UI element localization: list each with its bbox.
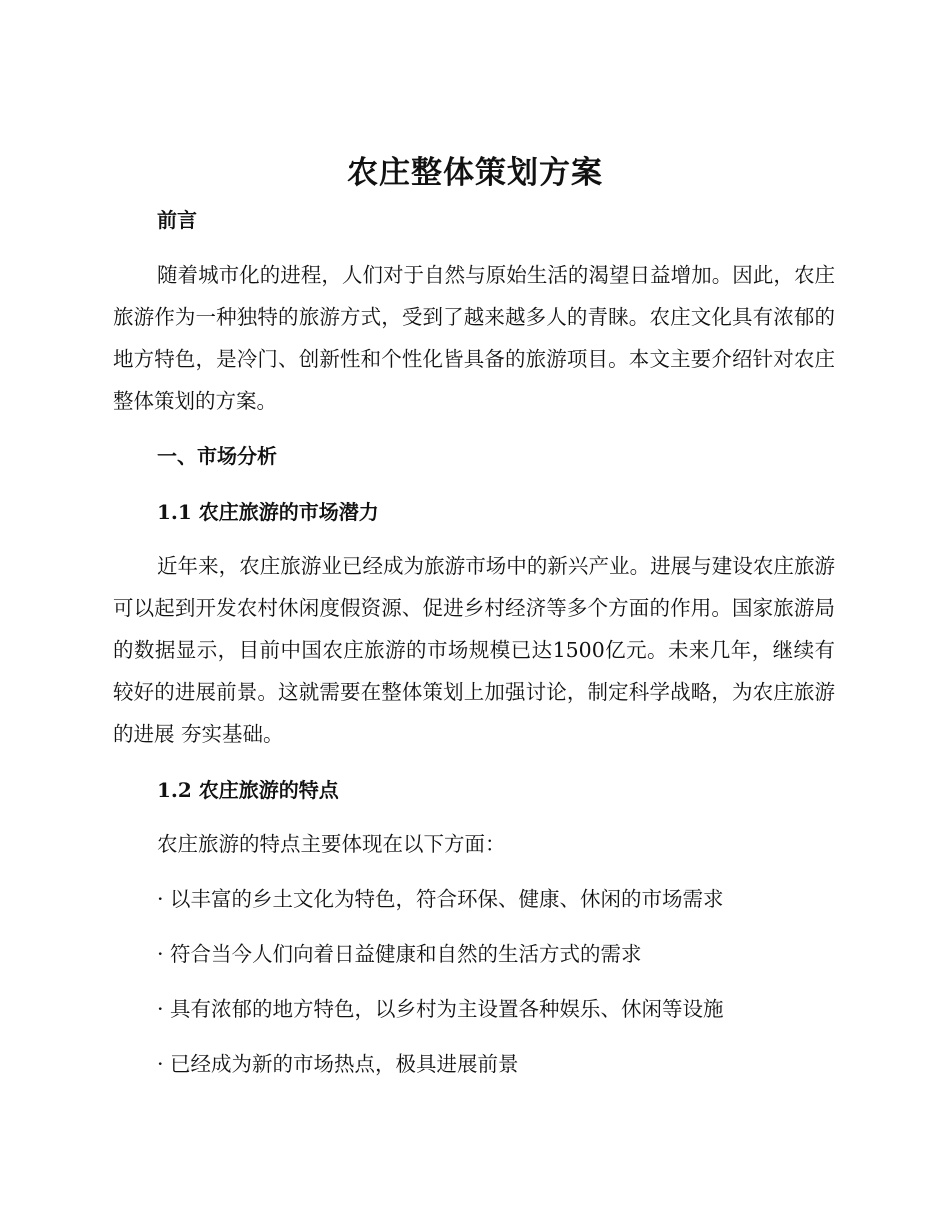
bullet-item: · 以丰富的乡土文化为特色，符合环保、健康、休闲的市场需求	[157, 887, 724, 911]
section1-1-paragraph: 近年来，农庄旅游业已经成为旅游市场中的新兴产业。进展与建设农庄旅游可以起到开发农村休闲度假资源、促进乡村经济等多个方面的作用。国家旅游局的数据显示，目前中国农庄旅游的市场规模已达1500亿元。未来几年，继续有较好的进展前景。这就需要在整体策划上加强讨论，制定科学战略，为农庄旅游的进展 夯实基础。	[113, 554, 835, 746]
section1-2-intro: 农庄旅游的特点主要体现在以下方面：	[157, 832, 506, 856]
bullet-item: · 符合当今人们向着日益健康和自然的生活方式的需求	[157, 942, 642, 966]
bullet-item: · 已经成为新的市场热点，极具进展前景	[157, 1052, 519, 1076]
preface-heading: 前言	[157, 208, 197, 232]
section1-heading: 一、市场分析	[157, 444, 277, 468]
document-title: 农庄整体策划方案	[347, 155, 603, 191]
preface-paragraph: 随着城市化的进程，人们对于自然与原始生活的渴望日益增加。因此，农庄旅游作为一种独特的旅游方式，受到了越来越多人的青睐。农庄文化具有浓郁的地方特色，是冷门、创新性和个性化皆具备的旅游项目。本文主要介绍针对农庄整体策划的方案。	[113, 263, 835, 413]
bullet-item: · 具有浓郁的地方特色，以乡村为主设置各种娱乐、休闲等设施	[157, 997, 724, 1021]
section1-2-heading: 1.2 农庄旅游的特点	[157, 778, 339, 802]
section1-1-heading: 1.1 农庄旅游的市场潜力	[157, 500, 379, 524]
